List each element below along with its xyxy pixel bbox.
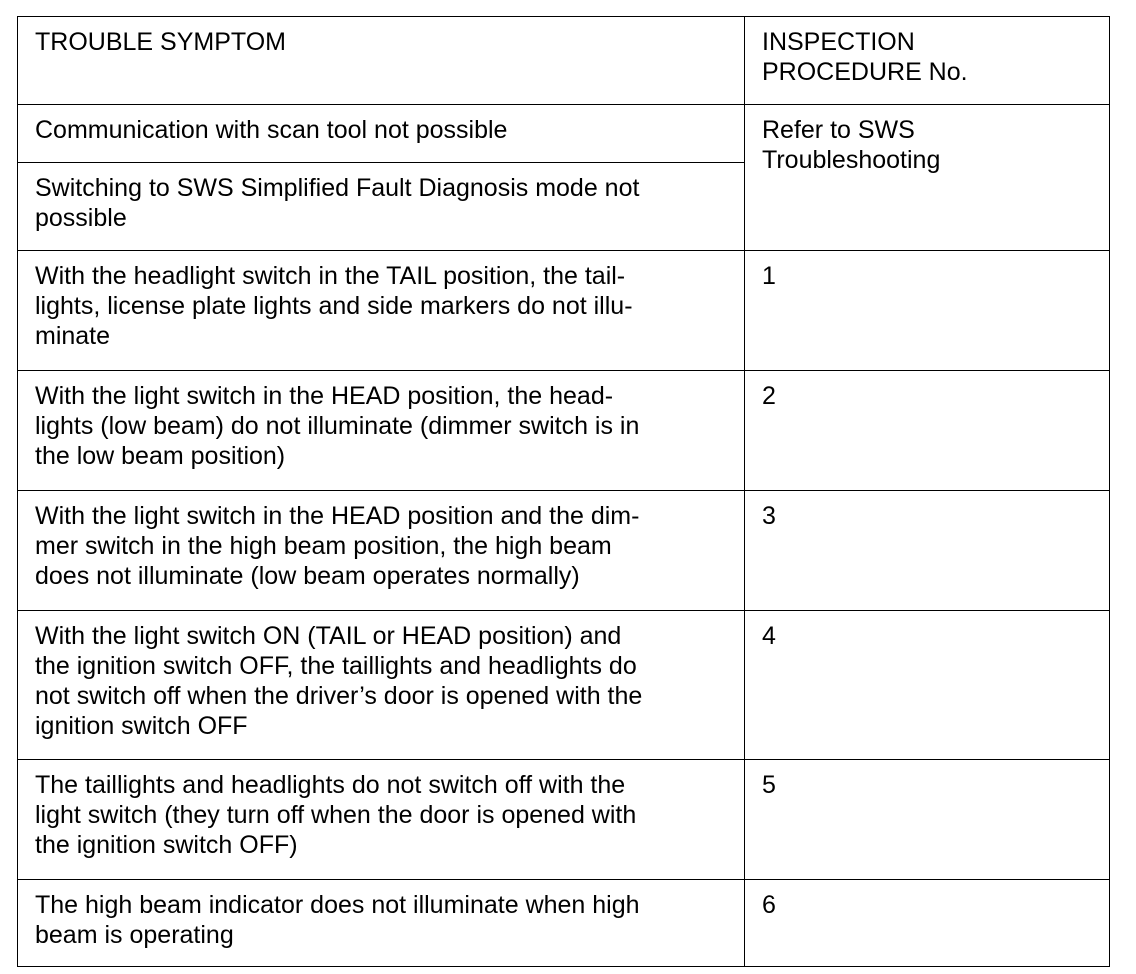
symptom-line: lights, license plate lights and side markers do not illu- [35,292,633,320]
header-procedure-line-1: INSPECTION [762,28,915,56]
header-trouble-symptom [18,17,745,105]
procedure-number: 5 [762,771,776,799]
procedure-number: 3 [762,502,776,530]
symptom-line: lights (low beam) do not illuminate (dimmer switch is in [35,412,640,440]
procedure-number: 6 [762,891,776,919]
symptom-cell [18,105,745,163]
symptom-line: does not illuminate (low beam operates normally) [35,562,580,590]
table-row [18,611,1110,760]
table-row [18,760,1110,880]
procedure-number: 1 [762,262,776,290]
symptom-cell [18,251,745,371]
symptom-line: The high beam indicator does not illuminate when high [35,891,640,919]
symptom-line: With the light switch in the HEAD position and the dim- [35,502,640,530]
symptom-line: With the headlight switch in the TAIL position, the tail- [35,262,626,290]
symptom-line: ignition switch OFF [35,712,248,740]
procedure-cell [745,491,1110,611]
symptom-line: the low beam position) [35,442,286,470]
procedure-line: Troubleshooting [762,146,941,174]
table-row [18,371,1110,491]
symptom-cell [18,163,745,251]
symptom-cell [18,371,745,491]
symptom-line: The taillights and headlights do not switch off with the [35,771,626,799]
symptom-cell [18,880,745,967]
symptom-line: the ignition switch OFF) [35,831,298,859]
symptom-line: the ignition switch OFF, the taillights and headlights do [35,652,637,680]
procedure-number: 4 [762,622,776,650]
symptom-line: minate [35,322,111,350]
procedure-cell [745,611,1110,760]
header-procedure-line-2: PROCEDURE No. [762,58,968,86]
procedure-cell [745,371,1110,491]
header-inspection-procedure [745,17,1110,105]
procedure-cell [745,105,1110,251]
procedure-cell [745,251,1110,371]
symptom-cell [18,491,745,611]
symptom-line: not switch off when the driver’s door is opened with the [35,682,643,710]
header-trouble-symptom-text: TROUBLE SYMPTOM [35,28,286,56]
procedure-number: 2 [762,382,776,410]
symptom-line: With the light switch ON (TAIL or HEAD position) and [35,622,622,650]
symptom-cell [18,611,745,760]
symptom-line: possible [35,204,127,232]
symptom-line: beam is operating [35,921,234,949]
procedure-cell [745,880,1110,967]
symptom-line: Communication with scan tool not possible [35,116,508,144]
table-row [18,251,1110,371]
procedure-cell [745,760,1110,880]
table-header-row [18,17,1110,105]
table-row [18,491,1110,611]
symptom-line: Switching to SWS Simplified Fault Diagnosis mode not [35,174,640,202]
procedure-line: Refer to SWS [762,116,915,144]
table-row [18,880,1110,967]
symptom-line: With the light switch in the HEAD position, the head- [35,382,614,410]
table-row [18,105,1110,163]
symptom-line: mer switch in the high beam position, the high beam [35,532,612,560]
trouble-symptom-table [17,16,1110,967]
symptom-cell [18,760,745,880]
symptom-line: light switch (they turn off when the door is opened with [35,801,637,829]
